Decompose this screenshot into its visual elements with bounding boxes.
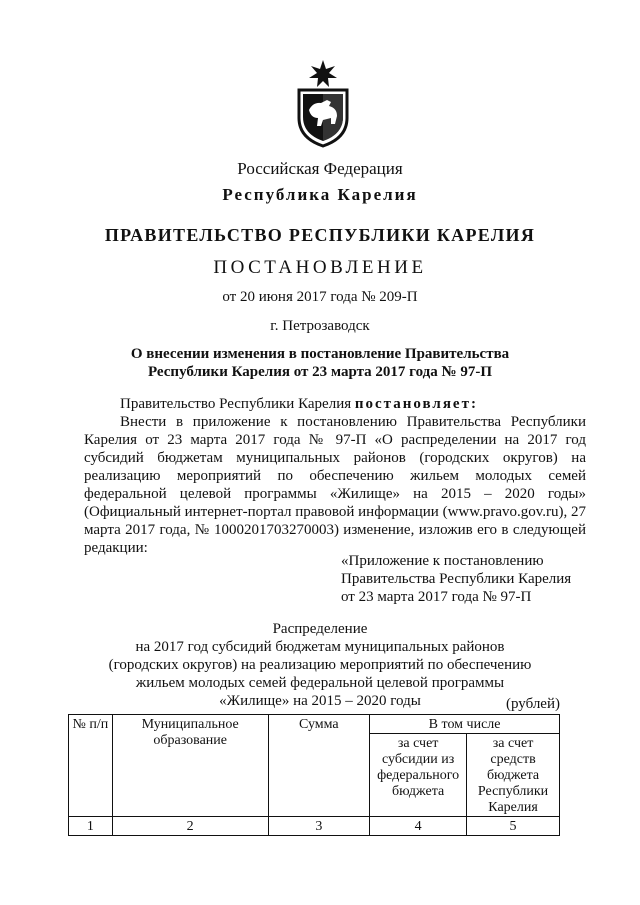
karelia-coat-of-arms-icon <box>293 58 353 148</box>
government-title: ПРАВИТЕЛЬСТВО РЕСПУБЛИКИ КАРЕЛИЯ <box>104 225 536 245</box>
decree-paragraph: Внести в приложение к постановлению Правительства Республики Карелия от 23 марта 2017 года № 97-П «О распределении на 2017 год субсидий бюджетам муниципальных районов (городских округов) на реализацию мероприятий по обеспечению жильем молодых семей федеральной целевой программы «Жилище» на 2015 – 2020 годы» (Официальный интернет-портал правовой информации (www.pravo.gov.ru), 27 марта 2017 года, № 1000201703270003) изменение, изложив его в следующей редакции: <box>84 414 587 556</box>
distribution-line-5: «Жилище» на 2015 – 2020 годы <box>219 693 421 709</box>
distribution-line-1: Распределение <box>272 621 368 637</box>
header-including: В том числе <box>370 715 560 734</box>
document-city: г. Петрозаводск <box>270 318 370 334</box>
subject-line-1: О внесении изменения в постановление Правительства <box>130 346 510 362</box>
distribution-line-2: на 2017 год субсидий бюджетам муниципальных районов <box>135 639 505 655</box>
appendix-line-2: Правительства Республики Карелия <box>341 571 572 587</box>
appendix-reference <box>341 552 571 606</box>
document-date: от 20 июня 2017 года № 209-П <box>222 289 418 305</box>
column-number-2: 2 <box>112 817 268 836</box>
column-number-3: 3 <box>268 817 370 836</box>
header-regional: за счет средств бюджета Республики Карелия <box>467 734 560 817</box>
republic-name: Республика Карелия <box>222 185 418 204</box>
header-sum: Сумма <box>268 715 370 817</box>
decree-intro <box>84 395 586 413</box>
appendix-line-1: «Приложение к постановлению <box>341 553 544 569</box>
header-municipality: Муниципальное образование <box>112 715 268 817</box>
decree-verb: постановляет: <box>354 396 478 412</box>
table-row <box>69 817 560 836</box>
header-number: № п/п <box>69 715 113 817</box>
column-number-4: 4 <box>370 817 467 836</box>
appendix-line-3: от 23 марта 2017 года № 97-П <box>341 589 532 605</box>
document-type: ПОСТАНОВЛЕНИЕ <box>213 257 427 278</box>
distribution-line-4: жильем молодых семей федеральной целевой программы <box>135 675 505 691</box>
subject-line-2: Республики Карелия от 23 марта 2017 года № 97-П <box>147 364 493 380</box>
decree-intro-text: Правительство Республики Карелия <box>120 396 355 412</box>
distribution-line-3: (городских округов) на реализацию мероприятий по обеспечению <box>108 657 532 673</box>
distribution-table <box>68 714 560 836</box>
currency-unit: (рублей) <box>505 696 560 712</box>
table-header-row <box>69 715 560 734</box>
column-number-1: 1 <box>69 817 113 836</box>
column-number-5: 5 <box>467 817 560 836</box>
country-name: Российская Федерация <box>237 159 403 178</box>
document-subject <box>0 345 640 381</box>
header-federal: за счет субсидии из федерального бюджета <box>370 734 467 817</box>
